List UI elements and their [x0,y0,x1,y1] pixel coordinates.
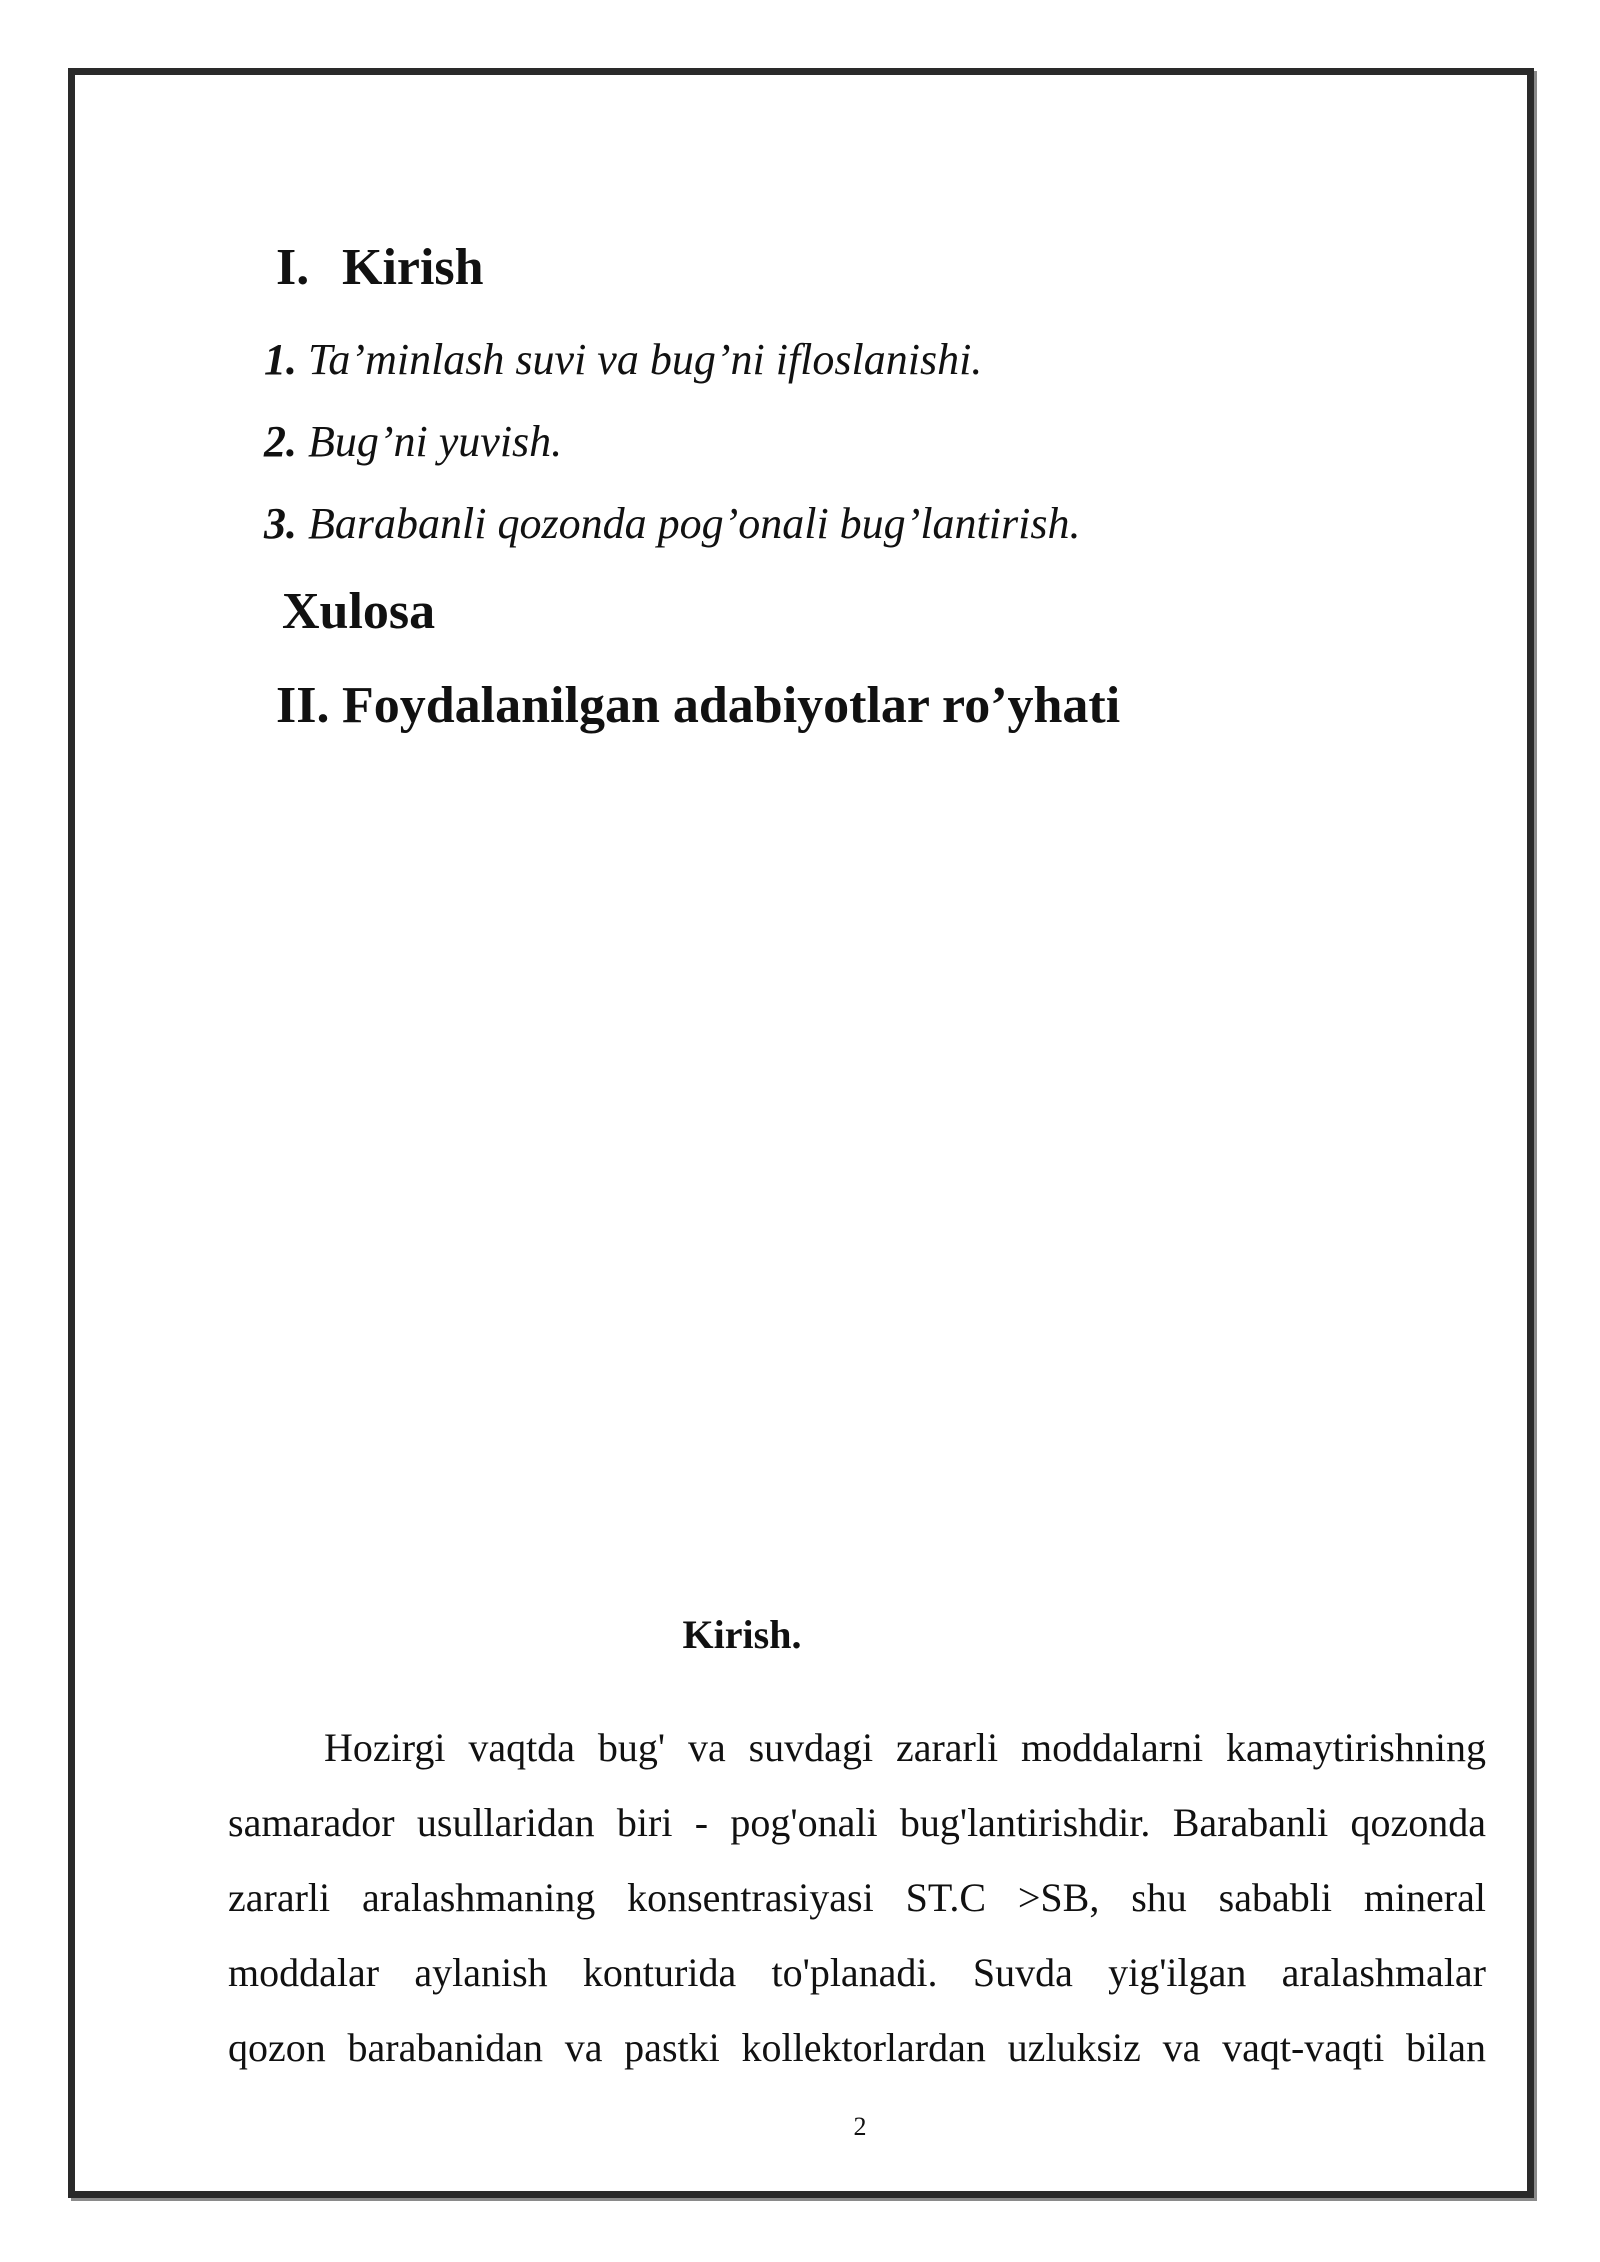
toc-item [264,334,982,386]
toc-intro-label: Kirish [342,239,484,296]
toc-conclusion-label: Xulosa [282,583,436,640]
page-number: 2 [853,2112,867,2141]
toc-intro-number: I. [276,239,310,296]
paragraph-line: Hozirgi vaqtda bug' va suvdagi zararli moddalarni kamaytirishning [324,1725,1486,1770]
toc-item-label: Ta’minlash suvi va bug’ni ifloslanishi. [308,335,983,384]
toc-item-label: Barabanli qozonda pog’onali bug’lantirish. [308,499,1081,548]
toc-references-label: Foydalanilgan adabiyotlar ro’yhati [342,677,1121,734]
section-title: Kirish. [682,1612,802,1657]
paragraph-line: samarador usullaridan biri - pog'onali bug'lantirishdir. Barabanli qozonda [228,1800,1486,1845]
toc-conclusion-heading [282,582,435,642]
toc-item [264,416,562,468]
toc-intro-heading [276,238,484,298]
toc-item-number: 3. [264,499,297,548]
toc-item-number: 2. [264,417,297,466]
toc-item-number: 1. [264,335,297,384]
toc-item [264,498,1080,550]
paragraph-line: moddalar aylanish konturida to'planadi. Suvda yig'ilgan aralashmalar [228,1950,1486,1995]
body-paragraph [228,1710,1486,2085]
paragraph-line: zararli aralashmaning konsentrasiyasi ST.C >SB, shu sababli mineral [228,1875,1486,1920]
toc-references-heading [276,676,1120,736]
paragraph-line: qozon barabanidan va pastki kollektorlardan uzluksiz va vaqt-vaqti bilan [228,2025,1486,2070]
toc-references-number: II. [276,677,330,734]
toc-item-label: Bug’ni yuvish. [308,417,563,466]
